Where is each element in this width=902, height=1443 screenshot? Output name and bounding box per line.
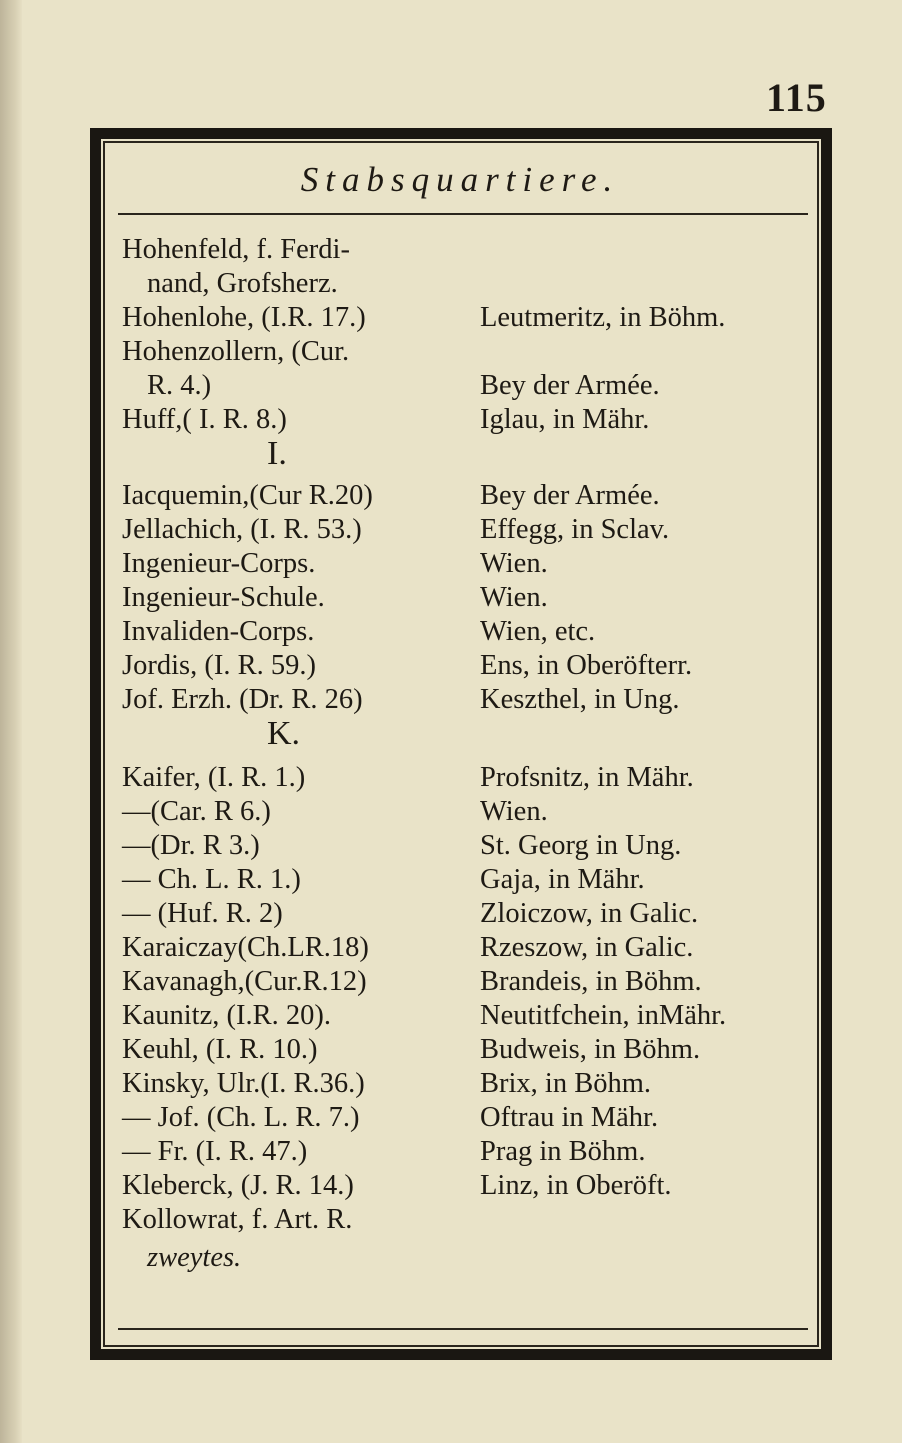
section-letter-label: K. — [267, 715, 301, 752]
entry-location: Rzeszow, in Galic. — [480, 932, 694, 963]
list-item — [122, 335, 822, 369]
entry-name: Kaunitz, (I.R. 20). — [122, 1000, 331, 1031]
entry-location: St. Georg in Ung. — [480, 830, 682, 861]
entry-location: Gaja, in Mähr. — [480, 864, 645, 895]
entry-location: Bey der Armée. — [480, 480, 660, 511]
entry-name: Ingenieur-Schule. — [122, 582, 325, 613]
entry-name: Iacquemin,(Cur R.20) — [122, 480, 373, 511]
list-item — [122, 1033, 822, 1067]
entry-location: Wien. — [480, 796, 548, 827]
entry-location: Budweis, in Böhm. — [480, 1034, 701, 1065]
entry-name: Keuhl, (I. R. 10.) — [122, 1034, 318, 1065]
list-item — [122, 965, 822, 999]
entry-location: Wien. — [480, 548, 548, 579]
page-title: Stabsquartiere. — [300, 160, 620, 199]
entry-location: Neutitfchein, inMähr. — [480, 1000, 727, 1031]
page-binding-edge — [0, 0, 22, 1443]
list-item — [122, 403, 822, 437]
list-item — [122, 863, 822, 897]
list-item — [122, 581, 822, 615]
list-item — [122, 829, 822, 863]
list-item — [122, 1101, 822, 1135]
entry-name: nand, Grofsherz. — [147, 268, 338, 299]
entry-location: Ens, in Oberöfterr. — [480, 650, 693, 681]
list-item — [122, 649, 822, 683]
entry-name: Kollowrat, f. Art. R. — [122, 1204, 353, 1235]
section-letter — [122, 717, 822, 751]
list-item — [122, 615, 822, 649]
entry-name: R. 4.) — [147, 370, 212, 401]
list-item — [122, 999, 822, 1033]
entry-location: Brandeis, in Böhm. — [480, 966, 702, 997]
list-item — [122, 1135, 822, 1169]
entry-name: — Fr. (I. R. 47.) — [122, 1136, 308, 1167]
list-item — [122, 479, 822, 513]
list-item — [122, 897, 822, 931]
entry-location: Leutmeritz, in Böhm. — [480, 302, 726, 333]
list-item — [122, 513, 822, 547]
list-item — [122, 1241, 822, 1275]
list-item — [122, 683, 822, 717]
page-number: 115 — [766, 75, 827, 120]
entry-location: Profsnitz, in Mähr. — [480, 762, 694, 793]
entry-name: Jellachich, (I. R. 53.) — [122, 514, 362, 545]
entry-name: Ingenieur-Corps. — [122, 548, 316, 579]
entry-location: Wien. — [480, 582, 548, 613]
entry-name: Hohenfeld, f. Ferdi- — [122, 234, 350, 265]
entry-name: zweytes. — [147, 1242, 242, 1273]
entry-location: Prag in Böhm. — [480, 1136, 646, 1167]
list-item — [122, 931, 822, 965]
entry-name: Karaiczay(Ch.LR.18) — [122, 932, 369, 963]
section-letter-label: I. — [267, 435, 287, 472]
list-item — [122, 233, 822, 267]
list-item — [122, 547, 822, 581]
list-item — [122, 795, 822, 829]
entry-location: Linz, in Oberöft. — [480, 1170, 672, 1201]
entry-name: Hohenzollern, (Cur. — [122, 336, 350, 367]
entry-location: Oftrau in Mähr. — [480, 1102, 659, 1133]
entry-location: Effegg, in Sclav. — [480, 514, 670, 545]
entry-name: — Ch. L. R. 1.) — [122, 864, 301, 895]
bottom-divider — [118, 1328, 808, 1330]
list-item — [122, 1203, 822, 1237]
entry-location: Zloiczow, in Galic. — [480, 898, 699, 929]
section-letter — [122, 437, 822, 471]
entry-location: Iglau, in Mähr. — [480, 404, 650, 435]
entry-name: Kavanagh,(Cur.R.12) — [122, 966, 367, 997]
entry-name: Kleberck, (J. R. 14.) — [122, 1170, 354, 1201]
entry-name: Kaifer, (I. R. 1.) — [122, 762, 306, 793]
title-divider — [118, 213, 808, 215]
entry-name: Jof. Erzh. (Dr. R. 26) — [122, 684, 363, 715]
entry-location: Bey der Armée. — [480, 370, 660, 401]
list-item — [122, 267, 822, 301]
entry-name: Huff,( I. R. 8.) — [122, 404, 287, 435]
entry-name: Jordis, (I. R. 59.) — [122, 650, 316, 681]
entry-name: — Jof. (Ch. L. R. 7.) — [122, 1102, 360, 1133]
list-item — [122, 369, 822, 403]
list-item — [122, 301, 822, 335]
entry-name: —(Dr. R 3.) — [122, 830, 260, 861]
entry-location: Wien, etc. — [480, 616, 596, 647]
list-item — [122, 1169, 822, 1203]
entry-name: —(Car. R 6.) — [122, 796, 271, 827]
entry-name: — (Huf. R. 2) — [122, 898, 283, 929]
entry-name: Invaliden-Corps. — [122, 616, 315, 647]
list-item — [122, 1067, 822, 1101]
list-item — [122, 761, 822, 795]
entry-name: Kinsky, Ulr.(I. R.36.) — [122, 1068, 365, 1099]
entry-location: Keszthel, in Ung. — [480, 684, 680, 715]
entry-name: Hohenlohe, (I.R. 17.) — [122, 302, 366, 333]
entry-location: Brix, in Böhm. — [480, 1068, 652, 1099]
